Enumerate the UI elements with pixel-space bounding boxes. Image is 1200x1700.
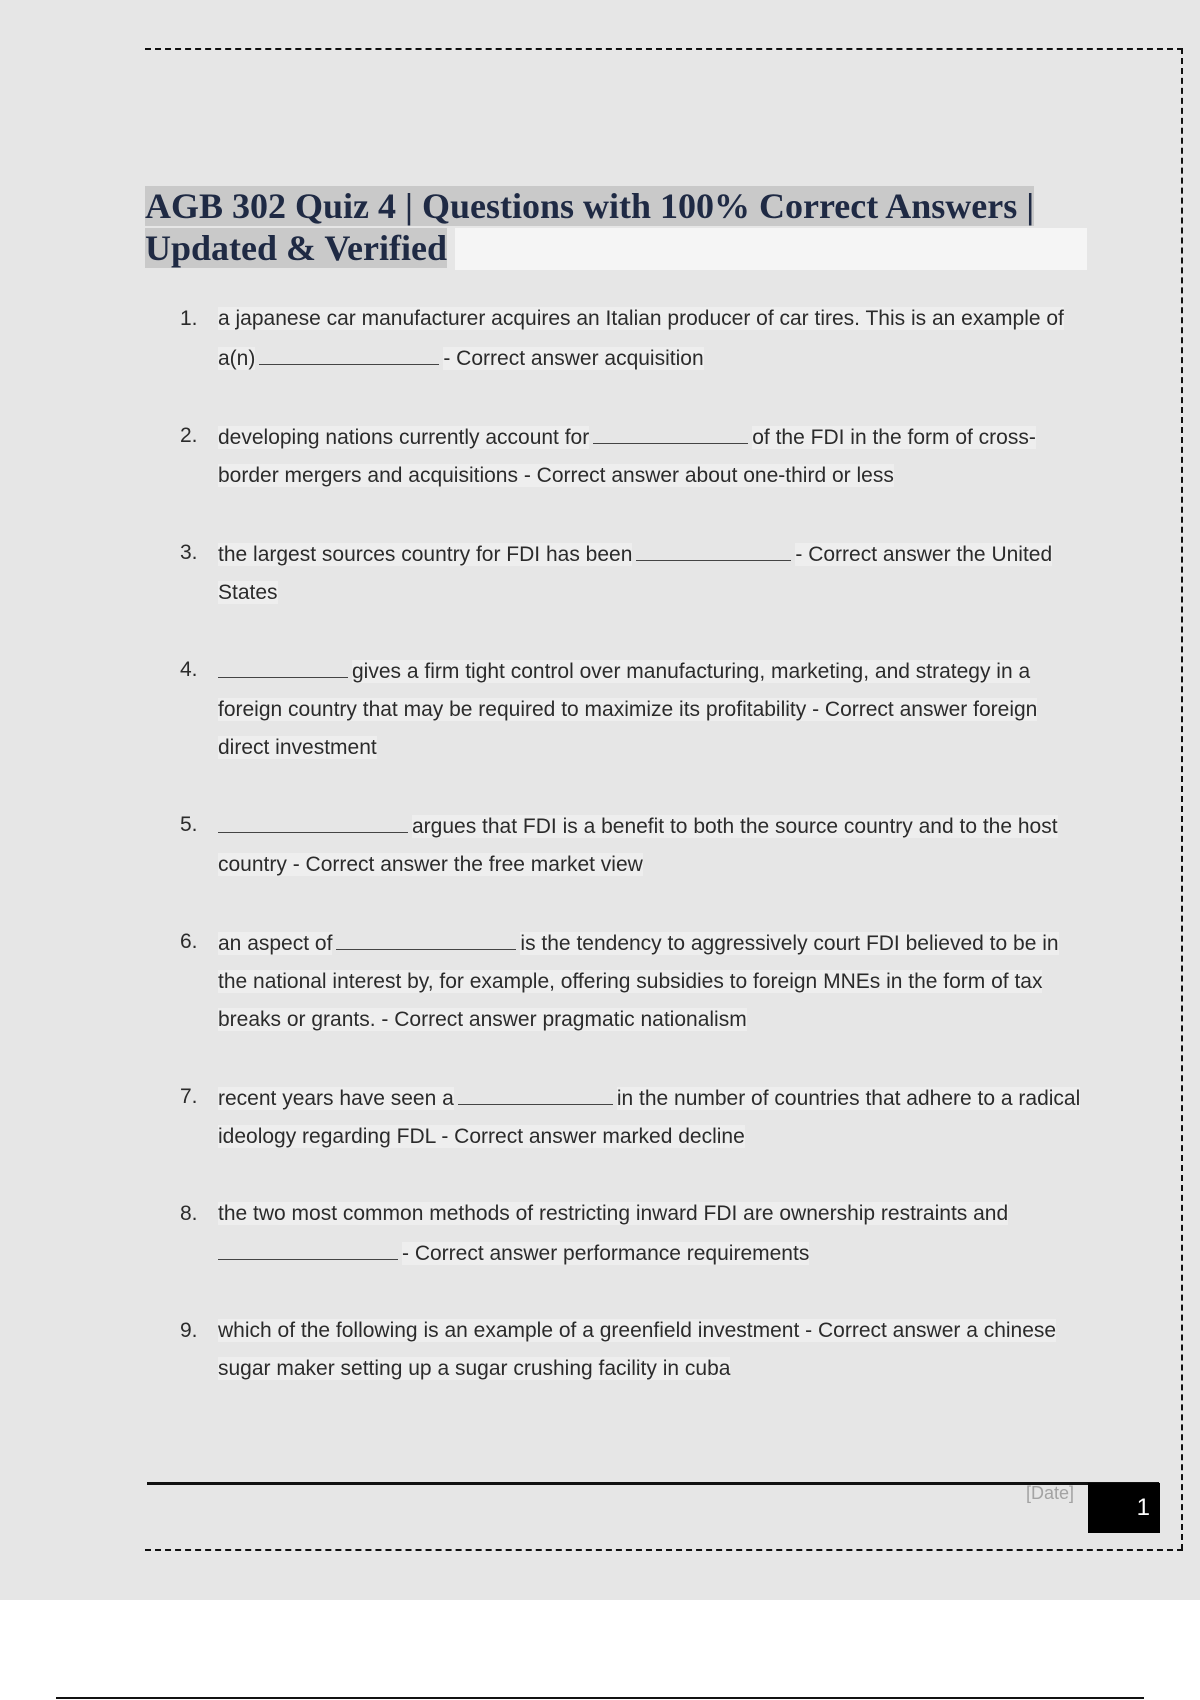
question-text-before: the two most common methods of restricting inward FDI are ownership restraints and — [218, 1202, 1009, 1225]
question-item-2 — [178, 417, 1093, 495]
answer-blank — [218, 806, 408, 833]
answer-blank — [636, 534, 791, 561]
question-item-6 — [178, 923, 1093, 1039]
question-item-5 — [178, 806, 1093, 884]
question-number: 9. — [180, 1319, 198, 1342]
question-text-before: an aspect of — [218, 932, 333, 955]
question-item-1 — [178, 300, 1093, 378]
question-text-after: of the FDI in the form of cross-border mergers and acquisitions - Correct answer about one-third or less — [218, 426, 1036, 487]
question-number: 8. — [180, 1202, 198, 1225]
document-title — [145, 185, 1085, 271]
question-text-after: in the number of countries that adhere to a radical ideology regarding FDL - Correct answer marked decline — [218, 1087, 1081, 1148]
question-text-before: the largest sources country for FDI has been — [218, 543, 633, 566]
question-text-after: - Correct answer the United States — [218, 543, 1053, 604]
question-number: 6. — [180, 930, 198, 953]
question-item-4 — [178, 651, 1093, 767]
footer-date: [Date] — [1025, 1483, 1074, 1503]
question-number: 4. — [180, 658, 198, 681]
question-text-after: gives a firm tight control over manufacturing, marketing, and strategy in a foreign country that may be required to maximize its profitability - Correct answer foreign direct investment — [218, 660, 1038, 759]
question-number: 7. — [180, 1085, 198, 1108]
page-border-top — [145, 48, 1183, 50]
question-text-before: developing nations currently account for — [218, 426, 590, 449]
question-item-8 — [178, 1195, 1093, 1273]
question-number: 5. — [180, 813, 198, 836]
question-number: 2. — [180, 424, 198, 447]
answer-blank — [218, 651, 348, 678]
question-text-before: a japanese car manufacturer acquires an Italian producer of car tires. This is an example of a(n) — [218, 307, 1064, 370]
question-item-3 — [178, 534, 1093, 612]
answer-blank — [218, 1233, 398, 1260]
question-item-7 — [178, 1078, 1093, 1156]
question-list — [178, 300, 1093, 1427]
answer-blank — [458, 1078, 613, 1105]
answer-blank — [593, 417, 748, 444]
question-text-after: - Correct answer acquisition — [443, 347, 704, 370]
question-item-9 — [178, 1312, 1093, 1388]
question-number: 1. — [180, 307, 198, 330]
question-text-before: which of the following is an example of a greenfield investment - Correct answer a chinese sugar maker setting up a sugar crushing facility in cuba — [218, 1319, 1057, 1380]
question-text-after: - Correct answer performance requirements — [402, 1242, 810, 1265]
title-line-2: Updated & Verified — [145, 228, 448, 268]
page-border-bottom — [145, 1549, 1183, 1551]
question-text-after: is the tendency to aggressively court FDI believed to be in the national interest by, for example, offering subsidies to foreign MNEs in the form of tax breaks or grants. - Correct answer pragmatic nationalism — [218, 932, 1059, 1031]
footer-rule — [147, 1482, 1159, 1485]
question-text-after: argues that FDI is a benefit to both the source country and to the host country - Correct answer the free market view — [218, 815, 1058, 876]
question-text-before: recent years have seen a — [218, 1087, 454, 1110]
title-line-1: AGB 302 Quiz 4 | Questions with 100% Correct Answers | — [145, 186, 1035, 226]
answer-blank — [336, 923, 516, 950]
page-number: 1 — [1088, 1483, 1160, 1533]
next-page-rule — [56, 1697, 1144, 1699]
answer-blank — [259, 338, 439, 365]
question-number: 3. — [180, 541, 198, 564]
page-border-right — [1181, 48, 1183, 1550]
